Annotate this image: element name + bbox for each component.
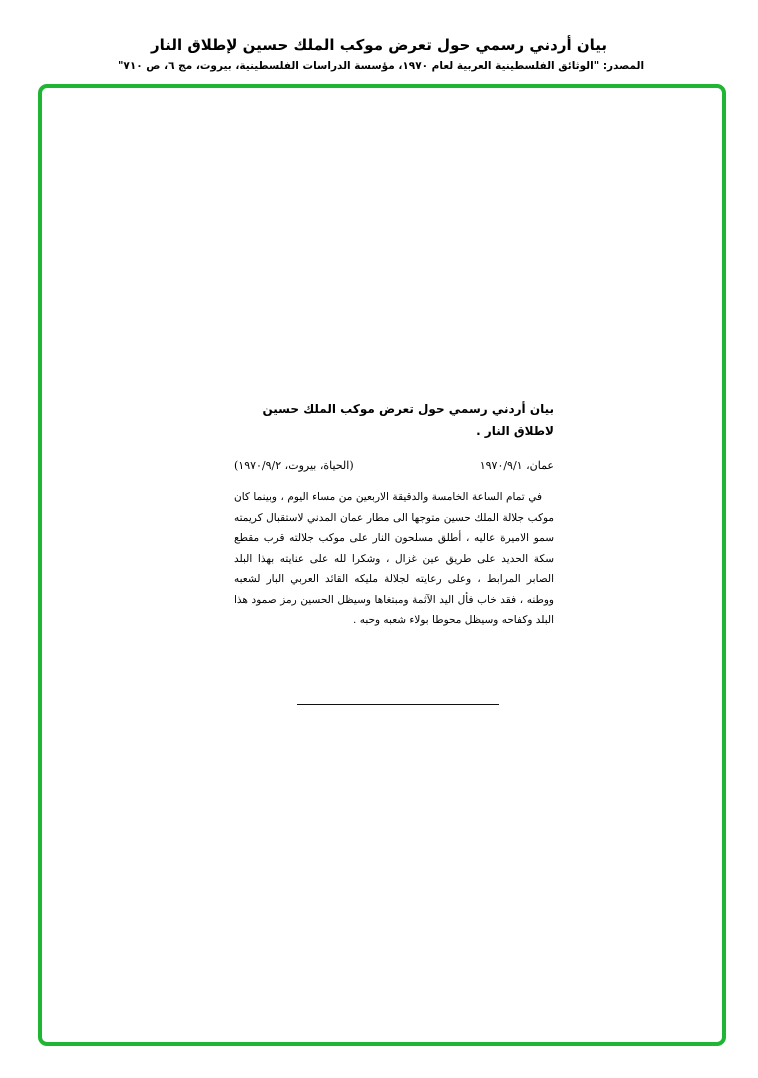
page-title: بيان أردني رسمي حول تعرض موكب الملك حسين لإطلاق النار	[150, 36, 608, 54]
dateline	[234, 457, 554, 475]
dateline-source: (الحياة، بيروت، ١٩٧٠/٩/٢)	[234, 459, 354, 472]
source-citation: المصدر: "الوثائق الفلسطينية العربية لعام ١٩٧٠، مؤسسة الدراسات الفلسطينية، بيروت، مج ٦، ص ٧١٠"	[117, 60, 645, 72]
end-rule	[297, 704, 499, 705]
article	[234, 398, 554, 631]
dateline-place-date: عمان، ١٩٧٠/٩/١	[479, 459, 554, 472]
page-header	[0, 34, 758, 74]
article-body: في تمام الساعة الخامسة والدقيقة الاربعين من مساء اليوم ، وبينما كان موكب جلالة الملك حسين متوجها الى مطار عمان المدني لاستقبال كريمته سمو الاميرة عاليه ، أطلق مسلحون النار على موكب جلالته قرب مقطع سكة الحديد على طريق عين غزال ، وشكرا لله على عنايته بهذا البلد الصابر المرابط ، وعلى رعايته لجلالة مليكه القائد العربي البار لشعبه ووطنه ، فقد خاب فأل اليد الآثمة ومبتغاها وسيظل الحسين رمز صمود هذا البلد وكفاحه وسيظل محوطا بولاء شعبه وحبه .	[234, 491, 554, 626]
article-title: بيان أردني رسمي حول تعرض موكب الملك حسين لاطلاق النار .	[262, 402, 554, 438]
